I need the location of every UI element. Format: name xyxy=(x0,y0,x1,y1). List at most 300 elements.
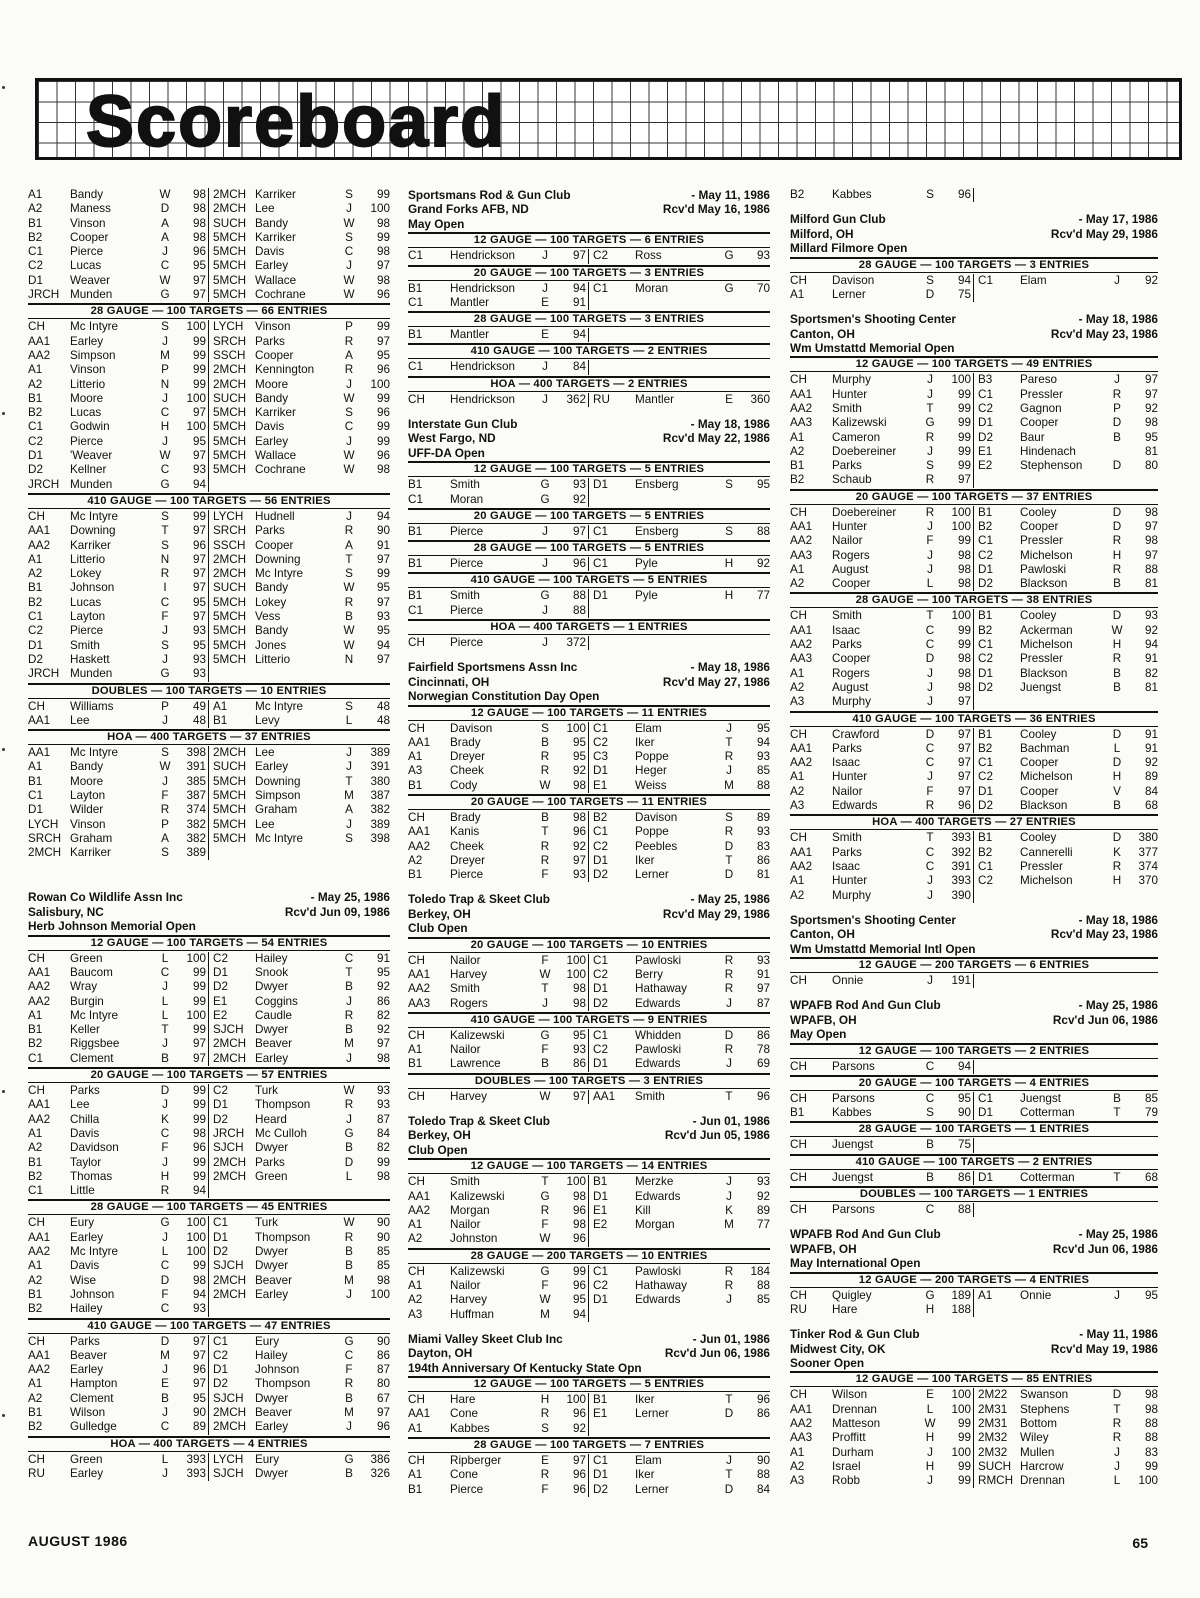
shooter-entry xyxy=(209,995,390,1009)
table-row xyxy=(790,188,1158,202)
shooter-name: Chilla xyxy=(70,1112,100,1126)
class-code: AA1 xyxy=(28,1098,51,1112)
event-date: - May 18, 1986 xyxy=(1078,912,1158,927)
shooter-name: Rogers xyxy=(832,666,870,680)
class-code: E1 xyxy=(978,444,993,458)
shooter-name: Peebles xyxy=(635,839,678,853)
score: 389 xyxy=(370,746,390,760)
shooter-name: Nailor xyxy=(450,1218,481,1232)
club-location-row xyxy=(408,1346,770,1360)
table-row xyxy=(28,202,390,216)
class-code: B1 xyxy=(408,328,423,342)
shooter-name: Cooper xyxy=(832,652,871,666)
shooter-name: Eury xyxy=(255,1452,280,1466)
score: 88 xyxy=(572,589,586,603)
score: 95 xyxy=(376,348,390,362)
score: 99 xyxy=(192,1098,206,1112)
class-code: A1 xyxy=(408,1279,423,1293)
class-code: C2 xyxy=(213,1084,228,1098)
results-table xyxy=(28,1084,390,1198)
class-code: 5MCH xyxy=(213,230,247,244)
shooter-initial: J xyxy=(542,281,548,295)
class-code: CH xyxy=(408,392,425,406)
shooter-name: Vinson xyxy=(70,817,106,831)
shooter-name: Cooper xyxy=(832,577,871,591)
gauge-header: HOA — 400 TARGETS — 4 ENTRIES xyxy=(28,1436,390,1452)
shooter-initial: C xyxy=(160,406,170,420)
shooter-initial: T xyxy=(1113,1170,1121,1184)
shooter-entry xyxy=(28,760,209,774)
results-column-3 xyxy=(790,188,1158,1498)
shooter-initial: G xyxy=(160,1216,170,1230)
club-header xyxy=(790,998,1158,1012)
shooter-name: Juengst xyxy=(832,1138,873,1152)
table-row xyxy=(790,1171,1158,1185)
shooter-name: Wilder xyxy=(70,803,104,817)
shooter-name: Pressler xyxy=(1020,387,1063,401)
score: 99 xyxy=(376,391,390,405)
score: 97 xyxy=(192,273,206,287)
score: 95 xyxy=(756,721,770,735)
shooter-initial: D xyxy=(1112,727,1122,741)
shooter-entry xyxy=(589,779,770,793)
shooter-initial: W xyxy=(539,778,551,792)
class-code: B1 xyxy=(408,557,423,571)
score: 86 xyxy=(376,994,390,1008)
gauge-header: 12 GAUGE — 100 TARGETS — 85 ENTRIES xyxy=(790,1371,1158,1387)
shooter-initial: H xyxy=(925,1302,935,1316)
shooter-initial: F xyxy=(541,953,549,967)
score: 48 xyxy=(192,713,206,727)
shooter-name: Cone xyxy=(450,1407,478,1421)
score: 88 xyxy=(756,1468,770,1482)
score: 81 xyxy=(756,868,770,882)
shooter-entry xyxy=(974,624,1158,638)
table-row xyxy=(28,966,390,980)
shooter-initial: C xyxy=(344,951,354,965)
score: 97 xyxy=(376,259,390,273)
shooter-entry xyxy=(408,1483,589,1497)
table-row xyxy=(790,652,1158,666)
class-code: D1 xyxy=(978,784,993,798)
shooter-entry xyxy=(28,1156,209,1170)
table-row xyxy=(28,1406,390,1420)
event-name: May Open xyxy=(408,216,465,231)
score: 184 xyxy=(750,1264,770,1278)
received-date: Rcv'd Jun 05, 1986 xyxy=(664,1128,770,1143)
shooter-entry xyxy=(974,563,1158,577)
gauge-header: 410 GAUGE — 100 TARGETS — 56 ENTRIES xyxy=(28,493,390,509)
shooter-initial xyxy=(1108,288,1126,302)
shooter-entry xyxy=(28,1259,209,1273)
shooter-entry xyxy=(589,982,770,996)
class-code xyxy=(213,846,255,860)
class-code: B1 xyxy=(28,1023,43,1037)
shooter-initial: R xyxy=(160,803,170,817)
class-code: 2MCH xyxy=(213,552,247,566)
shooter-entry xyxy=(209,463,390,477)
shooter-initial: W xyxy=(159,760,171,774)
score: 91 xyxy=(1144,741,1158,755)
shooter-entry xyxy=(790,609,974,623)
class-code: 2MCH xyxy=(213,1169,247,1183)
shooter-entry xyxy=(209,1259,390,1273)
table-row xyxy=(790,667,1158,681)
shooter-entry xyxy=(209,245,390,259)
class-code xyxy=(978,288,1020,302)
shooter-initial: W xyxy=(159,273,171,287)
score: 98 xyxy=(572,778,586,792)
shooter-initial: J xyxy=(927,680,933,694)
shooter-entry xyxy=(209,1453,390,1467)
shooter-entry xyxy=(28,245,209,259)
shooter-initial: S xyxy=(725,811,733,824)
club-location-row xyxy=(790,227,1158,241)
shooter-initial: M xyxy=(540,1307,550,1321)
score: 100 xyxy=(566,1393,586,1407)
shooter-initial: W xyxy=(343,1084,355,1098)
shooter-entry xyxy=(28,435,209,449)
table-row xyxy=(790,846,1158,860)
class-code xyxy=(978,1203,1020,1217)
results-table xyxy=(28,510,390,682)
score: 392 xyxy=(951,845,971,859)
shooter-entry xyxy=(408,1175,589,1189)
club-name: WPAFB Rod And Gun Club xyxy=(790,1227,941,1242)
shooter-initial: J xyxy=(726,996,732,1010)
shooter-initial xyxy=(720,636,738,650)
class-code: A2 xyxy=(790,577,805,591)
shooter-initial xyxy=(1108,1138,1126,1152)
class-code: D2 xyxy=(593,1482,608,1496)
shooter-entry xyxy=(408,557,589,571)
table-row xyxy=(28,1084,390,1098)
class-code: CH xyxy=(790,373,807,387)
shooter-name: Earley xyxy=(255,1051,289,1065)
table-row xyxy=(28,1392,390,1406)
shooter-name: Wilson xyxy=(70,1406,106,1419)
table-row xyxy=(28,846,390,860)
shooter-entry xyxy=(974,1171,1158,1185)
score: 99 xyxy=(957,444,971,458)
shooter-name: Bandy xyxy=(70,188,104,201)
shooter-entry xyxy=(28,510,209,524)
shooter-initial: D xyxy=(1112,609,1122,623)
shooter-name: Karriker xyxy=(255,188,296,201)
shooter-name: Dwyer xyxy=(255,1141,289,1155)
shooter-name: Hunter xyxy=(832,770,868,784)
shooter-name: Vess xyxy=(255,610,281,624)
shooter-initial xyxy=(340,846,358,860)
score: 191 xyxy=(951,974,971,988)
score: 99 xyxy=(192,1023,206,1037)
table-row xyxy=(408,750,770,764)
event-date: - May 18, 1986 xyxy=(1078,312,1158,327)
class-code: CH xyxy=(28,1452,45,1466)
gauge-header: 28 GAUGE — 100 TARGETS — 45 ENTRIES xyxy=(28,1199,390,1215)
score: 98 xyxy=(957,680,971,694)
shooter-entry xyxy=(209,567,390,581)
class-code: AA2 xyxy=(28,1363,51,1377)
class-code xyxy=(978,695,1020,709)
shooter-initial: J xyxy=(542,636,548,649)
class-code: SRCH xyxy=(28,831,62,845)
class-code: CH xyxy=(28,509,45,523)
score: 99 xyxy=(192,1084,206,1098)
score: 95 xyxy=(376,624,390,638)
table-row xyxy=(28,596,390,610)
table-row xyxy=(28,524,390,538)
class-code: A1 xyxy=(790,430,805,444)
shooter-initial: I xyxy=(163,581,167,595)
score: 91 xyxy=(376,538,390,552)
shooter-entry xyxy=(408,525,589,539)
class-code xyxy=(213,1302,255,1316)
table-row xyxy=(28,1023,390,1037)
shooter-initial: J xyxy=(927,387,933,401)
shooter-initial: S xyxy=(345,567,353,581)
shooter-name: Drennan xyxy=(832,1402,877,1416)
club-name: Tinker Rod & Gun Club xyxy=(790,1327,920,1342)
shooter-name: Kabbes xyxy=(832,1106,872,1120)
score: 391 xyxy=(370,760,390,774)
score: 398 xyxy=(370,831,390,845)
score: 99 xyxy=(376,320,390,334)
class-code: CH xyxy=(790,1059,807,1073)
score: 99 xyxy=(376,1155,390,1169)
shooter-initial: R xyxy=(344,334,354,348)
class-code: E1 xyxy=(593,1203,608,1217)
club-location-row xyxy=(790,327,1158,341)
club-section xyxy=(790,913,1158,989)
shooter-initial: H xyxy=(160,420,170,434)
score: 96 xyxy=(572,557,586,571)
table-row xyxy=(408,1232,770,1246)
shooter-entry xyxy=(589,997,770,1011)
shooter-name xyxy=(635,1232,720,1246)
shooter-entry xyxy=(209,1274,390,1288)
shooter-initial: S xyxy=(161,746,169,760)
class-code: A2 xyxy=(28,202,43,216)
shooter-initial: J xyxy=(346,259,352,273)
class-code: CH xyxy=(790,1388,807,1402)
shooter-initial: R xyxy=(344,363,354,377)
shooter-entry xyxy=(28,463,209,477)
shooter-name: Wise xyxy=(70,1273,96,1287)
table-row xyxy=(28,320,390,334)
gauge-header: 28 GAUGE — 100 TARGETS — 3 ENTRIES xyxy=(790,257,1158,273)
class-code xyxy=(978,473,1020,487)
shooter-initial: S xyxy=(161,320,169,334)
shooter-initial xyxy=(720,328,738,342)
table-row xyxy=(408,779,770,793)
score: 92 xyxy=(1144,623,1158,637)
shooter-initial: T xyxy=(161,1023,169,1037)
shooter-initial: R xyxy=(724,982,734,996)
results-table xyxy=(408,249,770,263)
class-code: AA2 xyxy=(790,756,813,770)
shooter-initial xyxy=(720,1232,738,1246)
table-row xyxy=(408,968,770,982)
club-header xyxy=(408,892,770,906)
class-code: AA1 xyxy=(790,623,813,637)
shooter-name: Juengst xyxy=(1020,680,1061,694)
shooter-initial: S xyxy=(161,846,169,860)
shooter-entry xyxy=(28,1392,209,1406)
shooter-initial: J xyxy=(162,1406,168,1419)
shooter-name: Cotterman xyxy=(1020,1106,1075,1120)
shooter-initial: D xyxy=(1112,756,1122,770)
shooter-name: Earley xyxy=(255,760,289,774)
shooter-name xyxy=(1020,889,1108,903)
class-code: A2 xyxy=(790,1459,805,1473)
shooter-name: Kabbes xyxy=(450,1421,490,1435)
shooter-initial: J xyxy=(726,764,732,778)
table-row xyxy=(408,825,770,839)
shooter-entry xyxy=(408,1468,589,1482)
shooter-name: Parks xyxy=(255,334,285,348)
shooter-entry xyxy=(209,667,390,681)
class-code: D1 xyxy=(213,1098,228,1112)
class-code xyxy=(978,188,1020,202)
score: 97 xyxy=(572,249,586,263)
shooter-entry xyxy=(209,1127,390,1141)
class-code: C1 xyxy=(593,721,608,735)
shooter-initial: R xyxy=(344,595,354,609)
table-row xyxy=(28,818,390,832)
class-code: A1 xyxy=(790,562,805,576)
results-table xyxy=(28,952,390,1066)
score: 97 xyxy=(572,1454,586,1468)
results-table xyxy=(408,328,770,342)
shooter-name: Davis xyxy=(70,1126,100,1140)
shooter-name: Earley xyxy=(70,1363,104,1377)
shooter-entry xyxy=(28,746,209,760)
table-row xyxy=(408,1090,770,1104)
shooter-entry xyxy=(589,589,770,603)
shooter-entry xyxy=(790,756,974,770)
shooter-initial xyxy=(720,1422,738,1436)
class-code: B2 xyxy=(978,623,993,637)
shooter-entry xyxy=(408,1204,589,1218)
shooter-name: Cameron xyxy=(832,430,881,444)
score: 98 xyxy=(192,202,206,216)
shooter-name: Poppe xyxy=(635,750,669,764)
shooter-name: Lee xyxy=(70,713,90,727)
shooter-initial xyxy=(720,604,738,618)
score: 97 xyxy=(376,334,390,348)
class-code: C2 xyxy=(28,259,43,273)
class-code: 5MCH xyxy=(213,463,247,477)
shooter-entry xyxy=(209,510,390,524)
table-row xyxy=(408,736,770,750)
shooter-initial: T xyxy=(725,1393,733,1407)
score: 88 xyxy=(756,524,770,538)
table-row xyxy=(28,760,390,774)
shooter-name: Cooley xyxy=(1020,505,1057,519)
results-table xyxy=(790,373,1158,487)
shooter-initial xyxy=(340,1302,358,1316)
score: 96 xyxy=(572,1468,586,1482)
shooter-entry xyxy=(408,249,589,263)
class-code: 2M22 xyxy=(978,1388,1008,1402)
score: 99 xyxy=(192,363,206,377)
table-row xyxy=(790,874,1158,888)
class-code: B2 xyxy=(28,1302,43,1316)
class-code: SJCH xyxy=(213,1023,244,1037)
score xyxy=(358,846,390,860)
club-location: Midwest City, OK xyxy=(790,1341,886,1356)
shooter-initial: J xyxy=(927,520,933,533)
score xyxy=(738,636,770,650)
score: 97 xyxy=(192,552,206,566)
shooter-entry xyxy=(408,1308,589,1322)
shooter-initial: D xyxy=(1112,416,1122,430)
score: 94 xyxy=(376,509,390,523)
shooter-initial: R xyxy=(540,853,550,867)
shooter-entry xyxy=(974,1060,1158,1074)
class-code: SJCH xyxy=(213,1466,244,1480)
shooter-name xyxy=(1020,1138,1108,1152)
score: 96 xyxy=(572,1232,586,1246)
shooter-initial: M xyxy=(160,348,170,362)
score: 99 xyxy=(192,348,206,362)
shooter-initial: J xyxy=(927,1474,933,1488)
shooter-name xyxy=(635,604,720,618)
table-row xyxy=(408,393,770,407)
shooter-entry xyxy=(209,818,390,832)
shooter-initial: R xyxy=(724,953,734,967)
class-code: B1 xyxy=(978,505,993,519)
table-row xyxy=(408,1043,770,1057)
shooter-entry xyxy=(589,1393,770,1407)
shooter-initial: J xyxy=(927,974,933,988)
class-code: 2M32 xyxy=(978,1445,1008,1459)
shooter-name: Thompson xyxy=(255,1230,311,1244)
shooter-entry xyxy=(589,393,770,407)
shooter-initial: B xyxy=(345,1466,353,1480)
shooter-name: Ensberg xyxy=(635,524,679,538)
event-name: Wm Umstattd Memorial Intl Open xyxy=(790,941,976,956)
shooter-initial: H xyxy=(1112,874,1122,888)
table-row xyxy=(28,435,390,449)
class-code: B1 xyxy=(408,524,423,538)
shooter-name: Hunter xyxy=(832,387,868,401)
shooter-name: Johnston xyxy=(450,1232,498,1246)
class-code: E1 xyxy=(593,778,608,792)
club-section xyxy=(408,892,770,1104)
score: 87 xyxy=(376,1363,390,1377)
gauge-header: 12 GAUGE — 100 TARGETS — 49 ENTRIES xyxy=(790,356,1158,372)
shooter-name: Elam xyxy=(1020,273,1047,287)
score: 99 xyxy=(192,1155,206,1169)
score: 380 xyxy=(370,774,390,788)
class-code: AA1 xyxy=(593,1089,616,1103)
score: 360 xyxy=(750,392,770,406)
shooter-entry xyxy=(790,1171,974,1185)
table-row xyxy=(28,378,390,392)
class-code xyxy=(593,1422,635,1436)
score: 393 xyxy=(951,874,971,888)
shooter-initial: J xyxy=(162,1466,168,1480)
class-code: A3 xyxy=(408,1307,423,1321)
club-section xyxy=(790,212,1158,302)
shooter-initial: A xyxy=(345,803,353,817)
table-row xyxy=(790,1092,1158,1106)
table-row xyxy=(28,1335,390,1349)
class-code: 2MCH xyxy=(213,188,247,201)
score: 97 xyxy=(572,524,586,538)
